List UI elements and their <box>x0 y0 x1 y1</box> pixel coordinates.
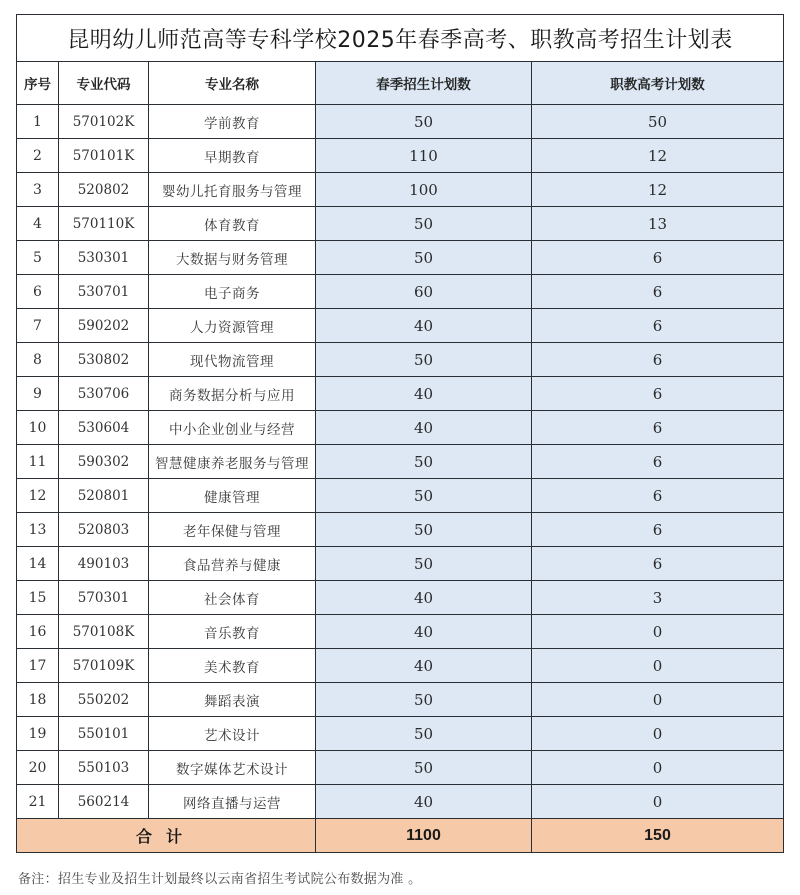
vocational-plan-count: 0 <box>532 785 784 819</box>
spring-plan-count: 50 <box>316 513 532 547</box>
table-row <box>17 513 784 547</box>
major-code: 590202 <box>59 309 149 343</box>
spring-plan-count: 50 <box>316 547 532 581</box>
spring-plan-count: 50 <box>316 479 532 513</box>
table-row <box>17 411 784 445</box>
major-code: 520801 <box>59 479 149 513</box>
column-header-code: 专业代码 <box>59 62 149 105</box>
major-name: 早期教育 <box>149 139 316 173</box>
table-row <box>17 139 784 173</box>
spring-plan-count: 40 <box>316 615 532 649</box>
table-row <box>17 615 784 649</box>
spring-plan-count: 50 <box>316 751 532 785</box>
table-row <box>17 649 784 683</box>
major-code: 520803 <box>59 513 149 547</box>
major-name: 食品营养与健康 <box>149 547 316 581</box>
major-code: 520802 <box>59 173 149 207</box>
row-index: 9 <box>17 377 59 411</box>
enrollment-plan-table <box>16 14 784 853</box>
table-row <box>17 445 784 479</box>
row-index: 13 <box>17 513 59 547</box>
vocational-plan-count: 6 <box>532 275 784 309</box>
major-code: 530604 <box>59 411 149 445</box>
vocational-plan-count: 6 <box>532 309 784 343</box>
major-name: 社会体育 <box>149 581 316 615</box>
row-index: 19 <box>17 717 59 751</box>
table-row <box>17 547 784 581</box>
table-title: 昆明幼儿师范高等专科学校2025年春季高考、职教高考招生计划表 <box>17 15 784 62</box>
vocational-plan-count: 6 <box>532 241 784 275</box>
spring-plan-count: 60 <box>316 275 532 309</box>
row-index: 2 <box>17 139 59 173</box>
major-code: 490103 <box>59 547 149 581</box>
row-index: 20 <box>17 751 59 785</box>
row-index: 18 <box>17 683 59 717</box>
major-code: 530706 <box>59 377 149 411</box>
major-name: 网络直播与运营 <box>149 785 316 819</box>
row-index: 17 <box>17 649 59 683</box>
major-name: 老年保健与管理 <box>149 513 316 547</box>
column-header-name: 专业名称 <box>149 62 316 105</box>
column-header-spring-plan: 春季招生计划数 <box>316 62 532 105</box>
vocational-plan-count: 6 <box>532 445 784 479</box>
row-index: 10 <box>17 411 59 445</box>
row-index: 14 <box>17 547 59 581</box>
vocational-plan-count: 0 <box>532 615 784 649</box>
major-name: 婴幼儿托育服务与管理 <box>149 173 316 207</box>
major-code: 570108K <box>59 615 149 649</box>
table-row <box>17 785 784 819</box>
major-name: 商务数据分析与应用 <box>149 377 316 411</box>
spring-plan-count: 40 <box>316 309 532 343</box>
major-name: 数字媒体艺术设计 <box>149 751 316 785</box>
spring-plan-count: 50 <box>316 105 532 139</box>
major-name: 学前教育 <box>149 105 316 139</box>
row-index: 1 <box>17 105 59 139</box>
major-name: 舞蹈表演 <box>149 683 316 717</box>
table-row <box>17 173 784 207</box>
spring-plan-count: 40 <box>316 581 532 615</box>
spring-plan-count: 50 <box>316 241 532 275</box>
major-code: 570301 <box>59 581 149 615</box>
row-index: 16 <box>17 615 59 649</box>
row-index: 12 <box>17 479 59 513</box>
total-row <box>17 819 784 853</box>
row-index: 5 <box>17 241 59 275</box>
major-code: 590302 <box>59 445 149 479</box>
row-index: 15 <box>17 581 59 615</box>
row-index: 21 <box>17 785 59 819</box>
major-code: 530701 <box>59 275 149 309</box>
vocational-plan-count: 12 <box>532 173 784 207</box>
major-code: 570102K <box>59 105 149 139</box>
table-row <box>17 241 784 275</box>
column-header-index: 序号 <box>17 62 59 105</box>
major-name: 人力资源管理 <box>149 309 316 343</box>
major-code: 530802 <box>59 343 149 377</box>
table-body <box>17 105 784 819</box>
spring-plan-count: 50 <box>316 445 532 479</box>
major-name: 艺术设计 <box>149 717 316 751</box>
major-code: 560214 <box>59 785 149 819</box>
major-code: 570101K <box>59 139 149 173</box>
table-row <box>17 683 784 717</box>
major-code: 550202 <box>59 683 149 717</box>
row-index: 3 <box>17 173 59 207</box>
vocational-plan-count: 6 <box>532 513 784 547</box>
major-name: 智慧健康养老服务与管理 <box>149 445 316 479</box>
vocational-plan-count: 0 <box>532 649 784 683</box>
vocational-plan-count: 6 <box>532 343 784 377</box>
total-spring-plan: 1100 <box>316 819 532 853</box>
table-row <box>17 479 784 513</box>
spring-plan-count: 50 <box>316 717 532 751</box>
major-name: 美术教育 <box>149 649 316 683</box>
spring-plan-count: 50 <box>316 343 532 377</box>
table-row <box>17 207 784 241</box>
major-name: 中小企业创业与经营 <box>149 411 316 445</box>
vocational-plan-count: 0 <box>532 717 784 751</box>
vocational-plan-count: 6 <box>532 411 784 445</box>
table-row <box>17 717 784 751</box>
table-row <box>17 343 784 377</box>
column-header-vocational-plan: 职教高考计划数 <box>532 62 784 105</box>
total-vocational-plan: 150 <box>532 819 784 853</box>
spring-plan-count: 40 <box>316 411 532 445</box>
vocational-plan-count: 12 <box>532 139 784 173</box>
enrollment-plan-sheet <box>16 14 783 853</box>
major-code: 570110K <box>59 207 149 241</box>
major-name: 健康管理 <box>149 479 316 513</box>
vocational-plan-count: 6 <box>532 479 784 513</box>
major-code: 550103 <box>59 751 149 785</box>
spring-plan-count: 50 <box>316 683 532 717</box>
vocational-plan-count: 0 <box>532 751 784 785</box>
vocational-plan-count: 6 <box>532 377 784 411</box>
vocational-plan-count: 13 <box>532 207 784 241</box>
table-row <box>17 581 784 615</box>
vocational-plan-count: 50 <box>532 105 784 139</box>
major-name: 现代物流管理 <box>149 343 316 377</box>
row-index: 11 <box>17 445 59 479</box>
major-name: 电子商务 <box>149 275 316 309</box>
spring-plan-count: 100 <box>316 173 532 207</box>
spring-plan-count: 40 <box>316 785 532 819</box>
major-name: 大数据与财务管理 <box>149 241 316 275</box>
major-code: 530301 <box>59 241 149 275</box>
total-label: 合计 <box>17 819 316 853</box>
spring-plan-count: 50 <box>316 207 532 241</box>
major-code: 550101 <box>59 717 149 751</box>
spring-plan-count: 110 <box>316 139 532 173</box>
table-row <box>17 377 784 411</box>
vocational-plan-count: 0 <box>532 683 784 717</box>
spring-plan-count: 40 <box>316 377 532 411</box>
row-index: 7 <box>17 309 59 343</box>
table-row <box>17 275 784 309</box>
major-name: 音乐教育 <box>149 615 316 649</box>
major-code: 570109K <box>59 649 149 683</box>
table-row <box>17 751 784 785</box>
spring-plan-count: 40 <box>316 649 532 683</box>
table-row <box>17 309 784 343</box>
table-row <box>17 105 784 139</box>
row-index: 8 <box>17 343 59 377</box>
footnote: 备注：招生专业及招生计划最终以云南省招生考试院公布数据为准 。 <box>18 872 422 887</box>
header-row <box>17 62 784 105</box>
vocational-plan-count: 6 <box>532 547 784 581</box>
row-index: 4 <box>17 207 59 241</box>
vocational-plan-count: 3 <box>532 581 784 615</box>
row-index: 6 <box>17 275 59 309</box>
major-name: 体育教育 <box>149 207 316 241</box>
